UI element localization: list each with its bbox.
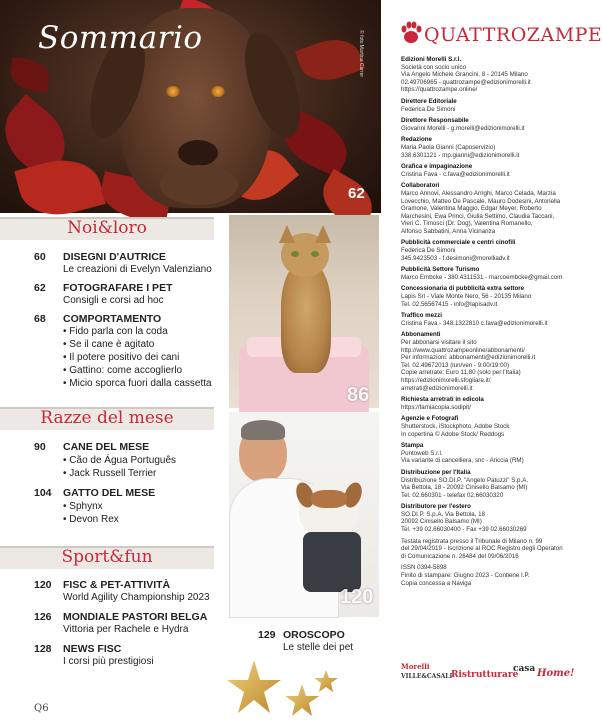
logo-morelli: Morelli [401,662,430,671]
colophon-block [401,396,571,411]
entry-page[interactable]: 129 [258,629,276,641]
colophon-line: 02.49706965 - quattrozampe@edizionimorelli.it [401,78,531,86]
logo-casa: casa [513,664,536,674]
stars-decoration [226,658,346,720]
entry-subtitle: Le stelle dei pet [283,642,354,653]
colophon-block-title: Distribuzione per l'Italia [401,468,471,476]
colophon-block-title: Concessionaria di pubblicità extra settore [401,285,525,293]
publisher-logos [401,662,575,684]
colophon-block-title: Stampa [401,442,424,450]
logo-ristrutturare: Ristrutturare [451,670,519,680]
colophon-line: SO.DI.P. S.p.A. Via Bettola, 18 [401,510,486,518]
cat-page-number: 86 [347,384,370,406]
bullet-item: • Gattino: come accoglierlo [63,365,183,376]
section-title-sport: Sport&fun [61,547,153,567]
logo-home: Home! [537,668,575,679]
colophon-line: Copia concessa a Naviga [401,579,472,587]
colophon-block [401,98,571,113]
colophon-line: Finito di stampare: Giugno 2023 - Contiene I.P. [401,572,530,580]
entry-title[interactable]: FOTOGRAFARE I PET [63,282,173,294]
colophon-block [401,239,571,262]
man-page-number: 120 [340,586,374,608]
colophon-block-title: Pubblicità commerciale e centri cinofili [401,239,516,247]
colophon-line: Cristina Fava - c.fava@edizionimorelli.it [401,170,510,178]
entry-page[interactable]: 104 [34,487,52,499]
colophon-block [401,564,571,587]
colophon-block-title: Agenzie e Fotografi [401,415,459,423]
photo-credit: © foto Martina Carrer [358,30,364,78]
colophon-line: Società con socio unico [401,63,467,71]
colophon-line: Puntoweb S.r.l. [401,449,443,457]
colophon-line: Marco Embcke - 380.4311531 - marcoembcke@gmail.com [401,273,563,281]
entry-title[interactable]: OROSCOPO [283,629,345,641]
colophon [401,56,571,591]
entry-page[interactable]: 60 [34,251,46,263]
entry-page[interactable]: 128 [34,643,52,655]
colophon-block [401,182,571,235]
colophon-block-title: Direttore Editoriale [401,97,457,105]
colophon-line: Giovanni Morelli - g.morelli@edizionimorelli.it [401,124,525,132]
colophon-line: Per abbonarsi visitare il sito [401,339,477,346]
logo-ville-casali: VILLE&CASALI [401,673,453,680]
colophon-block-title: Direttore Responsabile [401,117,469,125]
colophon-block [401,469,571,499]
colophon-line: http://www.quattrozampeonline/abbonamenti/ [401,346,525,354]
entry-title[interactable]: FISC & PET-ATTIVITÀ [63,579,171,591]
hero-page-number: 62 [348,185,365,202]
colophon-line: Federica De Simoni [401,105,456,113]
colophon-block-title: Grafica e impaginazione [401,163,473,171]
colophon-block [401,56,571,94]
colophon-block [401,331,571,392]
bullet-item: • Jack Russell Terrier [63,468,157,479]
cat-photo [229,215,379,408]
colophon-line: https://edizionimorelli.sfogliare.it/ [401,376,491,384]
colophon-line: Cristina Fava - 348.1322810 c.fava@edizionimorelli.it [401,319,548,327]
colophon-line: Tel. 02.56567415 - info@lapisadv.it [401,300,498,308]
colophon-block [401,136,571,159]
colophon-line: Tel. +39 02.66030400 - Fax +39 02.66030269 [401,526,527,534]
colophon-block [401,415,571,438]
colophon-line: Via variante di cancelliera, snc - Ariccia (RM) [401,457,524,465]
entry-subtitle: World Agility Championship 2023 [63,592,210,603]
colophon-line: Via Angelo Michele Grancini, 8 - 20145 Milano [401,71,528,79]
colophon-line: 338.6301121 - mp.gianni@edizionimorelli.it [401,151,520,159]
entry-page[interactable]: 62 [34,282,46,294]
entry-page[interactable]: 126 [34,611,52,623]
bullet-item: • Fido parla con la coda [63,326,168,337]
bullet-item: • Se il cane è agitato [63,339,155,350]
colophon-line: Lapis Srl - Viale Monte Nero, 56 - 20135 Milano [401,293,532,301]
bullet-item: • Devon Rex [63,514,119,525]
entry-subtitle: I corsi più prestigiosi [63,656,154,667]
colophon-block [401,442,571,465]
colophon-line: Gramone, Valentina Maggio, Edgar Meyer, Roberto [401,205,542,213]
colophon-line: Federica De Simoni [401,247,456,255]
entry-page[interactable]: 90 [34,441,46,453]
colophon-line: Tel. 02.660301 - telefax 02.66030320 [401,491,504,499]
paw-logo-icon [400,20,422,46]
entry-subtitle: Le creazioni di Evelyn Valenziano [63,264,212,275]
section-title-noi-loro: Noi&loro [67,218,147,238]
entry-page[interactable]: 120 [34,579,52,591]
colophon-block-title: Distributore per l'estero [401,503,471,511]
colophon-line: In copertina © Adobe Stock/ Reddogs [401,430,505,438]
colophon-block [401,503,571,533]
colophon-block-title: Collaboratori [401,182,440,190]
entry-page[interactable]: 68 [34,313,46,325]
section-title-razze: Razze del mese [40,408,174,428]
colophon-line: https://quattrozampe.online/ [401,86,478,94]
colophon-line: Marchesini, Ewa Princi, Giulia Settimo, Claudia Taccani, [401,212,555,220]
colophon-block [401,117,571,132]
entry-title[interactable]: MONDIALE PASTORI BELGA [63,611,208,623]
entry-subtitle: Vittoria per Rachele e Hydra [63,624,189,635]
bullet-item: • Micio sporca fuori dalla cassetta [63,378,212,389]
colophon-line: ISSN 0394-5898 [401,564,447,572]
entry-title[interactable]: GATTO DEL MESE [63,487,156,499]
colophon-line: 20092 Cinisello Balsamo (MI) [401,518,482,526]
colophon-line: Tel. 02.49672013 (lun/ven - 9:00/19:00) [401,361,510,369]
colophon-line: Alfonso Sabbatini, Anna Vicinanza [401,227,496,235]
colophon-line: Marco Annovi, Alessandro Arrighi, Marco Celada, Marzia [401,189,556,197]
colophon-line: arretrati@edizionimorelli.it [401,384,473,392]
bullet-item: • Cão de Água Português [63,455,177,466]
colophon-line: del 29/04/2019 - Iscrizione al ROC Registro degli Operatori [401,545,563,553]
colophon-line: Distribuzione SO.DI.P. "Angelo Patuzzi" S.p.A. [401,476,529,484]
colophon-line: Maria Paola Gianni (Caposervizio) [401,143,496,151]
magazine-logo: QUATTROZAMPE [424,24,602,46]
colophon-line: Via Bettola, 18 - 20092 Cinisello Balsamo (MI) [401,484,528,492]
colophon-line: https://famiacopia.sodipit/ [401,403,471,411]
colophon-block [401,312,571,327]
colophon-line: Lovecchio, Matteo De Pascale, Mauro Dodesini, Antonella [401,197,561,205]
entry-title[interactable]: NEWS FISC [63,643,122,655]
colophon-block [401,538,571,561]
colophon-line: Per informazioni: abbonamenti@edizionimorelli.it [401,354,536,362]
page-title: Sommario [38,20,203,56]
bullet-item: • Sphynx [63,501,103,512]
colophon-block-title: Edizioni Morelli S.r.l. [401,56,462,63]
entry-title[interactable]: DISEGNI D'AUTRICE [63,251,166,263]
colophon-line: Testata registrata presso il Tribunale di Milano n. 99 [401,537,543,545]
colophon-line: Shutterstock, iStockphoto, Adobe Stock [401,422,510,430]
entry-subtitle: Consigli e corsi ad hoc [63,295,164,306]
colophon-block-title: Traffico mezzi [401,312,442,320]
entry-title[interactable]: CANE DEL MESE [63,441,150,453]
colophon-line: di Comunicazione n. 26484 del 09/06/2016 [401,552,519,560]
colophon-block [401,163,571,178]
colophon-line: Copie arretrate: Euro 11,80 (solo per l'Italia) [401,369,521,377]
colophon-block [401,285,571,308]
page-number-footer: Q6 [34,703,49,714]
colophon-line: 345.9423503 - f.desimoni@morelliadv.it [401,254,510,262]
colophon-block-title: Pubblicità Settore Turismo [401,266,480,274]
colophon-block-title: Redazione [401,136,432,144]
bullet-item: • Il potere positivo dei cani [63,352,180,363]
colophon-block-title: Abbonamenti [401,331,441,339]
colophon-line: Vieri C. Timosci (Dr. Dog), Valentina Romanello, [401,220,533,228]
entry-title[interactable]: COMPORTAMENTO [63,313,162,325]
colophon-block [401,266,571,281]
colophon-block-title: Richiesta arretrati in edicola [401,396,484,404]
